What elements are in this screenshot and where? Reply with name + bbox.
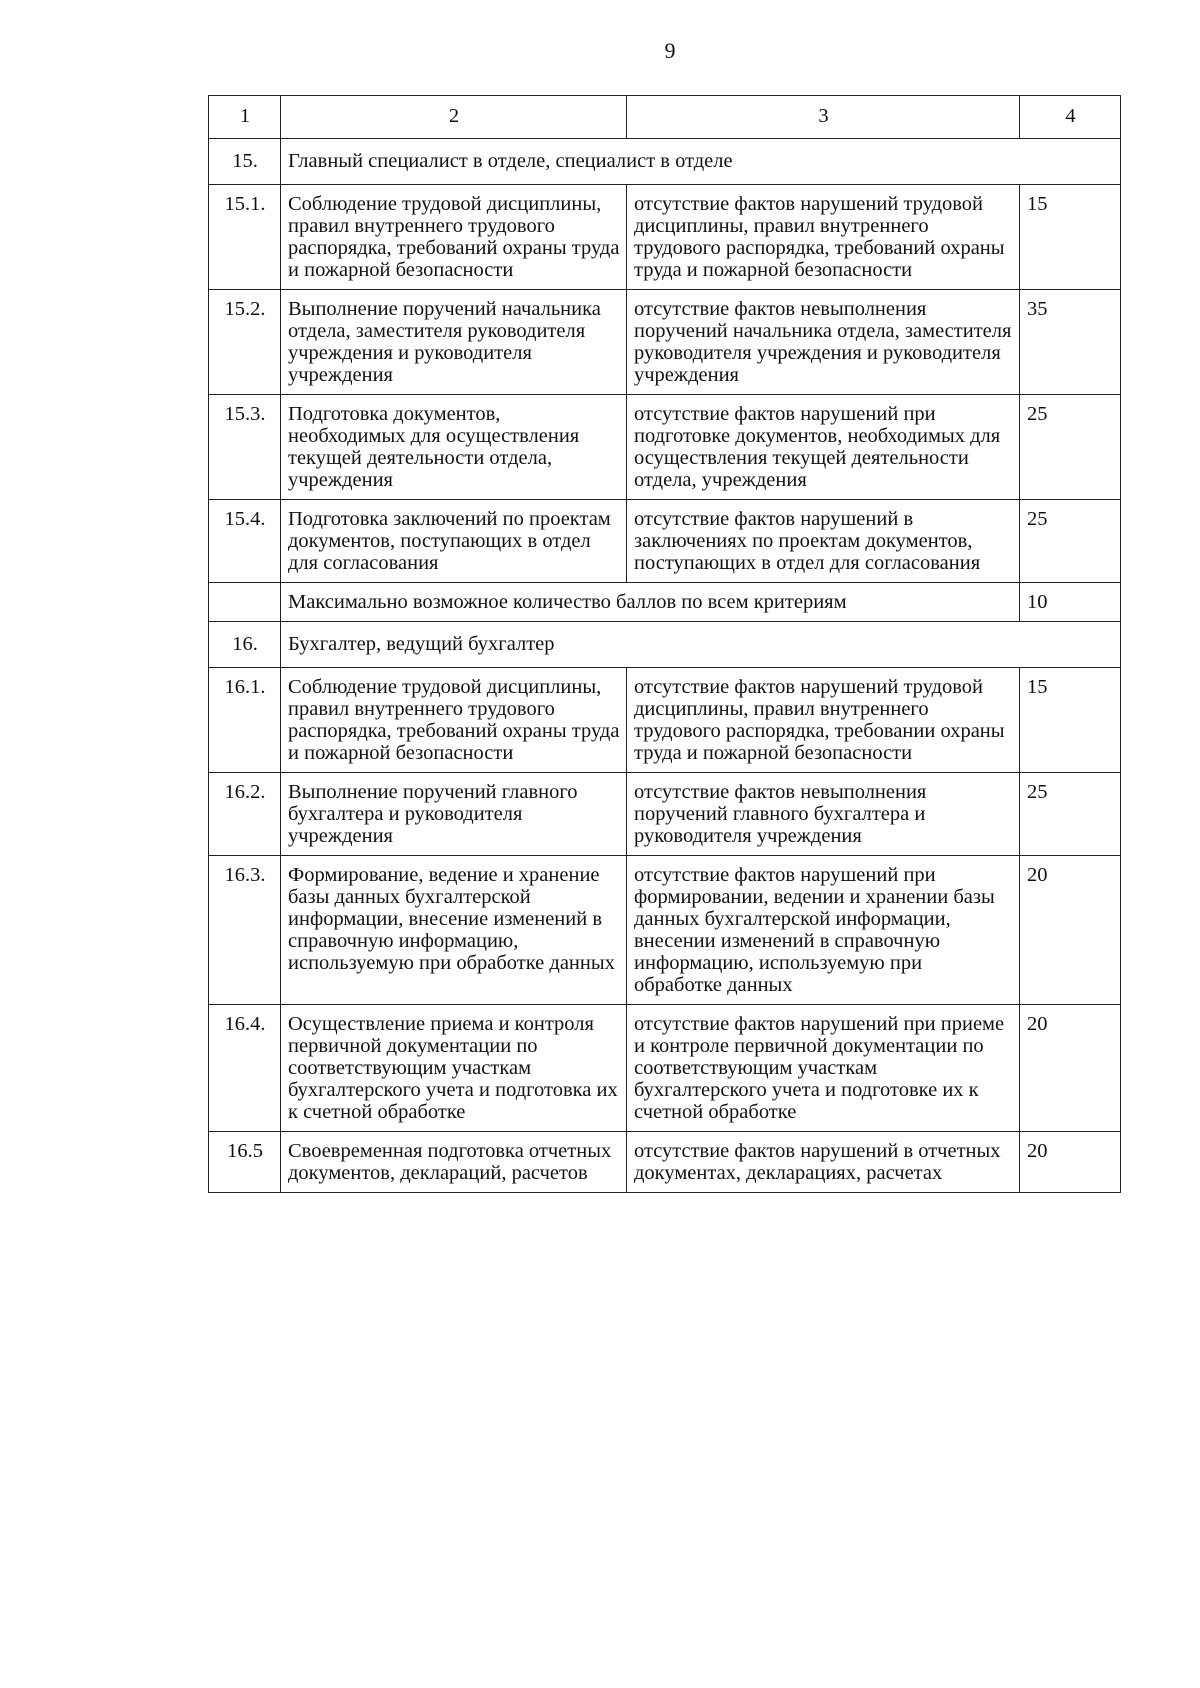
points-value: 20: [1020, 1005, 1121, 1132]
criterion-text: Осуществление приема и контроля первичной документации по соответствующим участкам бухгалтерского учета и подготовка их к счетной обработке: [281, 1005, 627, 1132]
item-number: 16.4.: [209, 1005, 281, 1132]
indicator-text: отсутствие фактов нарушений при формировании, ведении и хранении базы данных бухгалтерской информации, внесении изменений в справочную информацию, используемую при обработке данных: [627, 856, 1020, 1005]
header-cell-3: 3: [627, 96, 1020, 139]
points-value: 20: [1020, 1132, 1121, 1193]
section-title: Бухгалтер, ведущий бухгалтер: [281, 622, 1121, 668]
criterion-text: Подготовка заключений по проектам документов, поступающих в отдел для согласования: [281, 500, 627, 583]
table-header-row: [209, 96, 1121, 139]
criteria-table: [208, 95, 1121, 1193]
points-value: 25: [1020, 500, 1121, 583]
criterion-text: Выполнение поручений главного бухгалтера и руководителя учреждения: [281, 773, 627, 856]
item-number: 15.3.: [209, 395, 281, 500]
criterion-text: Подготовка документов, необходимых для осуществления текущей деятельности отдела, учреждения: [281, 395, 627, 500]
header-cell-2: 2: [281, 96, 627, 139]
indicator-text: отсутствие фактов нарушений трудовой дисциплины, правил внутреннего трудового распорядка, требовании охраны труда и пожарной безопасности: [627, 668, 1020, 773]
indicator-text: отсутствие фактов нарушений в заключениях по проектам документов, поступающих в отдел для согласования: [627, 500, 1020, 583]
section-number: 15.: [209, 139, 281, 185]
section-row: [209, 622, 1121, 668]
header-cell-4: 4: [1020, 96, 1121, 139]
criterion-text: Своевременная подготовка отчетных документов, деклараций, расчетов: [281, 1132, 627, 1193]
points-value: 15: [1020, 185, 1121, 290]
criterion-text: Формирование, ведение и хранение базы данных бухгалтерской информации, внесение изменений в справочную информацию, используемую при обработке данных: [281, 856, 627, 1005]
indicator-text: отсутствие фактов невыполнения поручений начальника отдела, заместителя руководителя учреждения и руководителя учреждения: [627, 290, 1020, 395]
total-points: 10: [1020, 583, 1121, 622]
table-row: [209, 290, 1121, 395]
points-value: 25: [1020, 773, 1121, 856]
table-row: [209, 856, 1121, 1005]
criterion-text: Соблюдение трудовой дисциплины, правил внутреннего трудового распорядка, требований охраны труда и пожарной безопасности: [281, 668, 627, 773]
indicator-text: отсутствие фактов невыполнения поручений главного бухгалтера и руководителя учреждения: [627, 773, 1020, 856]
indicator-text: отсутствие фактов нарушений при приеме и контроле первичной документации по соответствующим участкам бухгалтерского учета и подготовке их к счетной обработке: [627, 1005, 1020, 1132]
points-value: 25: [1020, 395, 1121, 500]
section-title: Главный специалист в отделе, специалист в отделе: [281, 139, 1121, 185]
points-value: 35: [1020, 290, 1121, 395]
item-number: 16.5: [209, 1132, 281, 1193]
table-row: [209, 185, 1121, 290]
points-value: 20: [1020, 856, 1121, 1005]
table-row: [209, 1132, 1121, 1193]
item-number: 16.2.: [209, 773, 281, 856]
table-row: [209, 395, 1121, 500]
table-row: [209, 773, 1121, 856]
section-row: [209, 139, 1121, 185]
total-row: [209, 583, 1121, 622]
header-cell-1: 1: [209, 96, 281, 139]
points-value: 15: [1020, 668, 1121, 773]
table-row: [209, 1005, 1121, 1132]
total-label: Максимально возможное количество баллов по всем критериям: [281, 583, 1020, 622]
total-empty-cell: [209, 583, 281, 622]
item-number: 16.3.: [209, 856, 281, 1005]
criterion-text: Выполнение поручений начальника отдела, заместителя руководителя учреждения и руководителя учреждения: [281, 290, 627, 395]
item-number: 15.1.: [209, 185, 281, 290]
item-number: 16.1.: [209, 668, 281, 773]
section-number: 16.: [209, 622, 281, 668]
page-number: 9: [664, 38, 676, 63]
indicator-text: отсутствие фактов нарушений в отчетных документах, декларациях, расчетах: [627, 1132, 1020, 1193]
table-row: [209, 668, 1121, 773]
item-number: 15.4.: [209, 500, 281, 583]
indicator-text: отсутствие фактов нарушений трудовой дисциплины, правил внутреннего трудового распорядка, требований охраны труда и пожарной безопасности: [627, 185, 1020, 290]
item-number: 15.2.: [209, 290, 281, 395]
indicator-text: отсутствие фактов нарушений при подготовке документов, необходимых для осуществления текущей деятельности отдела, учреждения: [627, 395, 1020, 500]
table-row: [209, 500, 1121, 583]
criterion-text: Соблюдение трудовой дисциплины, правил внутреннего трудового распорядка, требований охраны труда и пожарной безопасности: [281, 185, 627, 290]
